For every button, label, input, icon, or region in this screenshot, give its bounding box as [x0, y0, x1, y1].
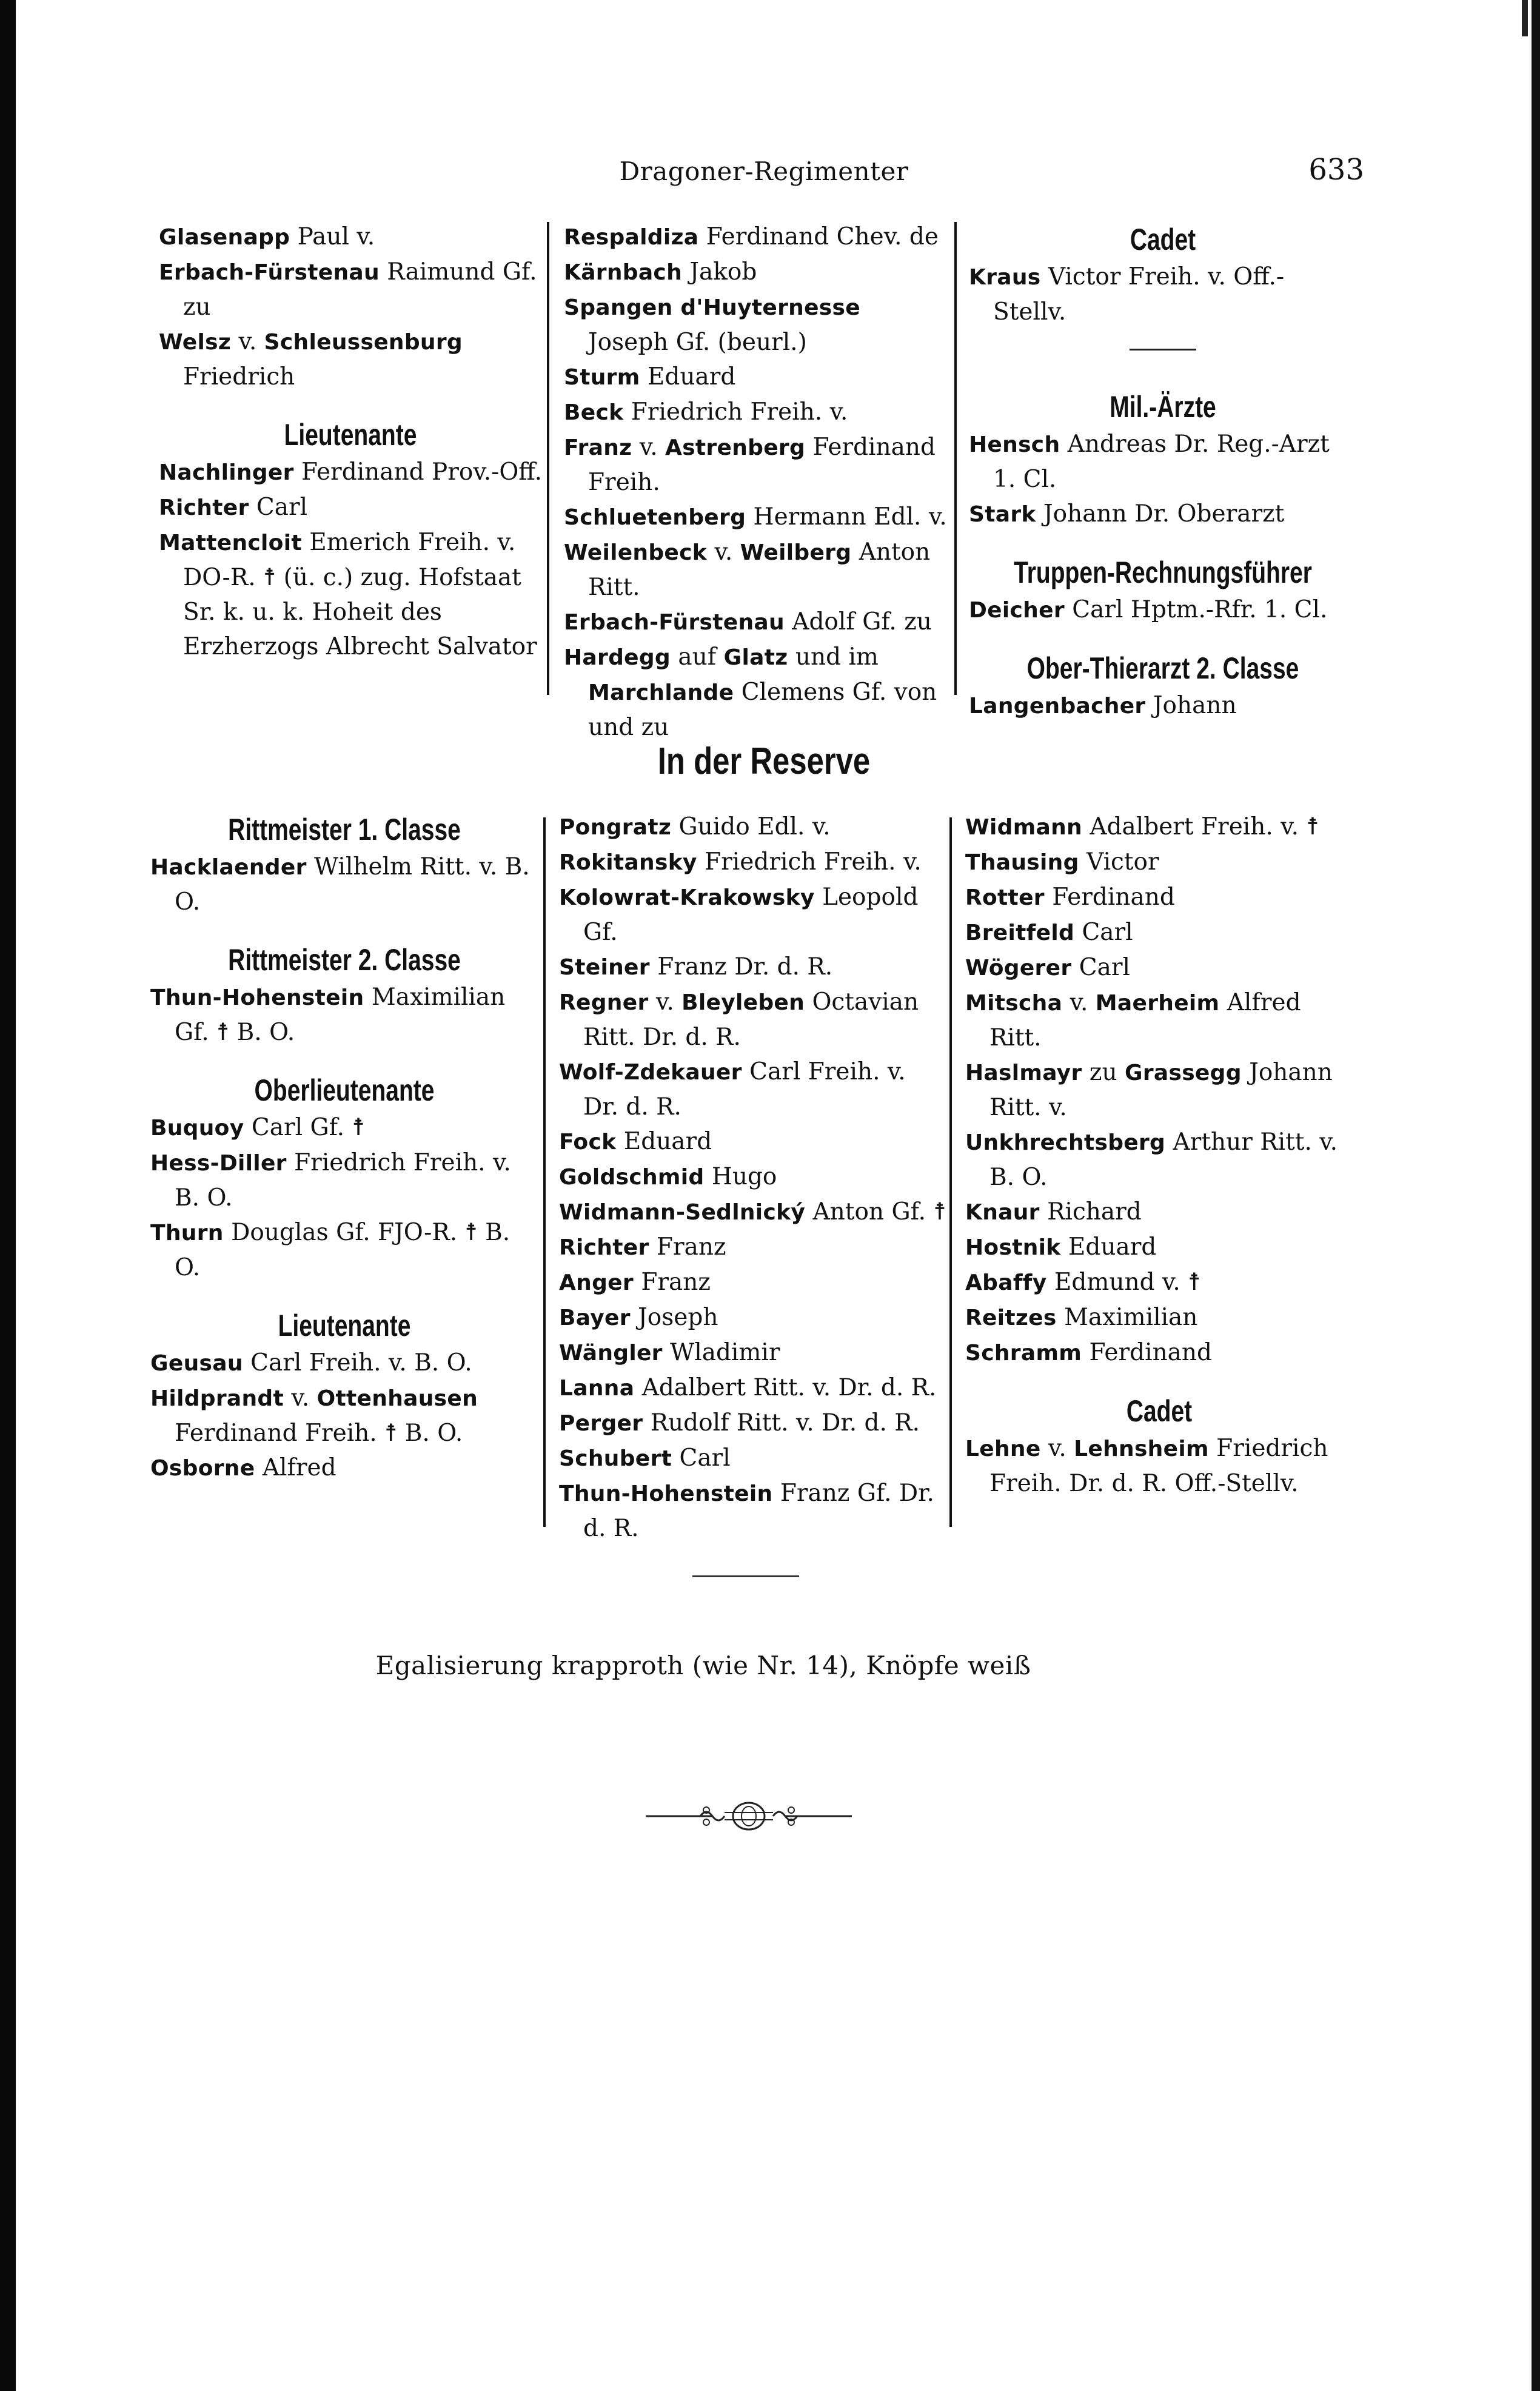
roster-entry — [150, 1450, 538, 1486]
entry-details: Eduard — [1060, 1233, 1157, 1261]
surname: Steiner — [559, 955, 650, 980]
rank-heading: Mil.-Ärzte — [1110, 390, 1216, 424]
entry-details: v. — [231, 328, 264, 355]
surname: Astrenberg — [665, 435, 806, 460]
entry-details: Adolf Gf. zu — [784, 608, 932, 635]
surname: Franz — [564, 435, 632, 460]
entry-details: und im — [788, 643, 879, 671]
roster-entry — [559, 1230, 947, 1265]
surname: Glasenapp — [159, 225, 290, 250]
roster-entry — [965, 1230, 1353, 1265]
surname: Spangen d'Huyternesse — [564, 295, 860, 320]
roster-entry — [150, 1110, 538, 1145]
entry-details: Ferdinand — [1082, 1339, 1213, 1366]
entry-details: zu — [1082, 1059, 1125, 1086]
surname: Rokitansky — [559, 850, 697, 875]
roster-entry — [559, 1195, 947, 1230]
entry-details: Franz — [633, 1269, 711, 1296]
roster-entry — [965, 1195, 1353, 1230]
roster-entry — [564, 535, 947, 605]
entry-details: Carl — [672, 1444, 731, 1472]
surname: Anger — [559, 1270, 634, 1295]
roster-entry — [969, 592, 1357, 628]
roster-entry — [559, 1159, 947, 1195]
entry-details: Johann Ritt. v. — [989, 1059, 1333, 1121]
entry-details: Raimund Gf. zu — [183, 258, 537, 321]
surname: Goldschmid — [559, 1165, 705, 1190]
rank-heading: Rittmeister 2. Classe — [228, 943, 461, 977]
roster-entry — [559, 1370, 947, 1406]
surname: Hildprandt — [150, 1386, 284, 1411]
entry-details: Eduard — [616, 1128, 712, 1155]
surname: Mattencloit — [159, 531, 302, 555]
surname: Geusau — [150, 1351, 243, 1376]
entry-details: Joseph Gf. (beurl.) — [588, 329, 807, 356]
spacer — [969, 366, 1357, 387]
surname: Abaffy — [965, 1270, 1047, 1295]
entry-details: v. — [1040, 1435, 1074, 1462]
surname: Weilenbeck — [564, 540, 708, 565]
entry-details: Rudolf Ritt. v. Dr. d. R. — [643, 1409, 920, 1437]
roster-entry — [159, 220, 542, 255]
uniform-note: Egalisierung krapproth (wie Nr. 14), Knöpfe weiß — [375, 1651, 1031, 1680]
surname: Hensch — [969, 432, 1060, 457]
entry-details: Friedrich Freih. Dr. d. R. Off.-Stellv. — [989, 1435, 1328, 1497]
roster-entry — [965, 1300, 1353, 1335]
rank-heading: Oberlieutenante — [254, 1073, 435, 1107]
entry-details: Carl Hptm.-Rfr. 1. Cl. — [1064, 596, 1328, 623]
surname: Breitfeld — [965, 921, 1075, 945]
section-separator — [692, 1575, 799, 1577]
surname: Schramm — [965, 1341, 1082, 1366]
roster-entry — [965, 915, 1353, 950]
scan-mark — [1522, 0, 1528, 36]
entry-details: Octavian Ritt. Dr. d. R. — [583, 988, 919, 1051]
roster-entry — [965, 810, 1353, 845]
roster-entry — [564, 500, 947, 535]
surname: Hardegg — [564, 645, 671, 670]
scan-border-left — [0, 0, 16, 2391]
top-column-1 — [159, 220, 542, 664]
surname: Kärnbach — [564, 260, 683, 285]
roster-entry — [965, 1055, 1353, 1125]
entry-details: Wilhelm Ritt. v. B. O. — [175, 853, 530, 916]
roster-entry — [564, 290, 947, 360]
spacer — [150, 1285, 538, 1306]
surname: Buquoy — [150, 1116, 244, 1141]
spacer — [965, 1370, 1353, 1391]
roster-entry — [564, 605, 947, 640]
surname: Deicher — [969, 598, 1065, 623]
surname: Regner — [559, 990, 649, 1015]
roster-entry — [559, 810, 947, 845]
entry-details: v. — [1062, 989, 1096, 1016]
surname: Lanna — [559, 1376, 635, 1401]
spacer — [150, 1050, 538, 1070]
entry-details: Eduard — [640, 363, 736, 391]
entry-details: Carl Freih. v. Dr. d. R. — [583, 1058, 906, 1121]
entry-details: Carl — [249, 494, 308, 521]
surname: Widmann — [965, 815, 1082, 840]
spacer — [969, 628, 1357, 648]
roster-entry — [159, 490, 542, 525]
roster-entry — [965, 1431, 1353, 1501]
entry-details: Friedrich Freih. v. B. O. — [175, 1149, 511, 1212]
entry-details: Adalbert Ritt. v. Dr. d. R. — [634, 1374, 937, 1401]
roster-entry — [559, 1124, 947, 1159]
entry-details: Franz — [649, 1233, 726, 1261]
entry-details: Friedrich — [183, 363, 295, 391]
surname: Schubert — [559, 1446, 672, 1471]
spacer — [150, 919, 538, 940]
roster-entry — [965, 1335, 1353, 1370]
roster-entry — [150, 1215, 538, 1285]
rank-heading: Ober-Thierarzt 2. Classe — [1026, 651, 1299, 685]
entry-details: Maximilian — [1056, 1304, 1198, 1331]
roster-entry — [559, 1335, 947, 1370]
surname: Thurn — [150, 1221, 224, 1246]
roster-entry — [969, 497, 1357, 532]
surname: Erbach-Fürstenau — [159, 260, 380, 285]
entry-details: Johann Dr. Oberarzt — [1036, 500, 1285, 528]
roster-entry — [969, 688, 1357, 723]
entry-details: Hugo — [704, 1163, 777, 1190]
entry-details: Adalbert Freih. v. ☨ — [1082, 813, 1319, 840]
surname: Knaur — [965, 1200, 1040, 1225]
column-divider — [949, 817, 952, 1527]
surname: Richter — [159, 495, 249, 520]
surname: Schluetenberg — [564, 505, 746, 530]
surname: Kolowrat-Krakowsky — [559, 885, 815, 910]
entry-details: Alfred — [255, 1454, 336, 1481]
rank-heading: Rittmeister 1. Classe — [228, 813, 461, 847]
roster-entry — [559, 1406, 947, 1441]
entry-details: auf — [671, 643, 724, 671]
entry-details: Maximilian Gf. ☨ B. O. — [175, 984, 506, 1046]
entry-details: Friedrich Freih. v. — [697, 848, 922, 876]
entry-details: Andreas Dr. Reg.-Arzt 1. Cl. — [993, 431, 1330, 493]
surname: Rotter — [965, 885, 1045, 910]
rank-heading: Truppen-Rechnungsführer — [1014, 555, 1312, 589]
surname: Wängler — [559, 1341, 663, 1366]
roster-entry — [559, 1441, 947, 1476]
entry-details: v. — [648, 988, 682, 1016]
ornament-icon — [640, 1792, 858, 1840]
entry-details: Ferdinand — [1044, 884, 1175, 911]
entry-details: Carl Gf. ☨ — [244, 1114, 365, 1141]
surname: Bayer — [559, 1306, 631, 1330]
roster-entry — [969, 260, 1357, 329]
roster-entry — [564, 430, 947, 500]
entry-details: Jakob — [682, 258, 757, 286]
entry-details: Richard — [1039, 1198, 1142, 1226]
roster-entry — [159, 255, 542, 324]
rank-heading: Cadet — [1126, 1394, 1193, 1428]
rank-heading: Lieutenante — [284, 418, 417, 452]
entry-details: v. — [632, 434, 666, 461]
entry-details: Carl Freih. v. B. O. — [243, 1349, 472, 1377]
surname: Wögerer — [965, 956, 1072, 981]
entry-details: Emerich Freih. v. DO-R. ☨ (ü. c.) zug. Hofstaat Sr. k. u. k. Hoheit des Erzherzogs Albrecht Salvator — [183, 529, 537, 660]
surname: Thun-Hohenstein — [559, 1481, 773, 1506]
roster-entry — [559, 985, 947, 1055]
rank-heading: Cadet — [1130, 223, 1196, 257]
roster-entry — [564, 640, 947, 745]
roster-entry — [965, 880, 1353, 915]
entry-details: Anton Gf. ☨ — [805, 1198, 946, 1226]
surname: Glatz — [723, 645, 788, 670]
entry-details: Joseph — [630, 1304, 718, 1331]
surname: Thausing — [965, 850, 1079, 875]
roster-entry — [965, 845, 1353, 880]
surname: Pongratz — [559, 815, 672, 840]
top-column-2 — [564, 220, 947, 745]
spacer — [159, 394, 542, 415]
roster-entry — [559, 880, 947, 950]
entry-details: Paul v. — [290, 223, 375, 250]
entry-details: Franz Dr. d. R. — [649, 953, 833, 981]
reserve-column-3 — [965, 810, 1353, 1501]
roster-entry — [965, 1265, 1353, 1300]
roster-entry — [150, 1346, 538, 1381]
roster-entry — [559, 845, 947, 880]
surname: Sturm — [564, 365, 640, 390]
entry-details: Johann — [1145, 692, 1237, 719]
roster-entry — [564, 255, 947, 290]
surname: Weilberg — [740, 540, 852, 565]
roster-entry — [564, 220, 947, 255]
surname: Lehne — [965, 1437, 1041, 1461]
surname: Perger — [559, 1411, 643, 1436]
running-head: Dragoner-Regimenter — [619, 156, 909, 186]
surname: Erbach-Fürstenau — [564, 610, 785, 635]
surname: Osborne — [150, 1456, 255, 1481]
surname: Hacklaender — [150, 855, 307, 880]
entry-details: Ferdinand Freih. ☨ B. O. — [175, 1420, 463, 1447]
roster-entry — [969, 427, 1357, 497]
entry-details: Wladimir — [662, 1339, 780, 1366]
surname: Langenbacher — [969, 694, 1146, 719]
surname: Thun-Hohenstein — [150, 985, 364, 1010]
roster-entry — [159, 324, 542, 394]
roster-entry — [564, 360, 947, 395]
top-column-3 — [969, 220, 1357, 723]
reserve-column-2 — [559, 810, 947, 1546]
entry-details: Ferdinand Freih. — [588, 434, 936, 496]
entry-details: v. — [707, 538, 740, 566]
surname: Nachlinger — [159, 460, 294, 485]
surname: Reitzes — [965, 1306, 1057, 1330]
entry-details: Guido Edl. v. — [671, 813, 831, 840]
surname: Unkhrechtsberg — [965, 1130, 1166, 1155]
entry-details: Arthur Ritt. v. B. O. — [989, 1128, 1338, 1191]
surname: Haslmayr — [965, 1061, 1082, 1085]
surname: Kraus — [969, 265, 1041, 290]
roster-entry — [965, 1125, 1353, 1195]
surname: Wolf-Zdekauer — [559, 1060, 742, 1085]
column-divider — [547, 222, 549, 695]
surname: Marchlande — [588, 680, 734, 705]
surname: Richter — [559, 1235, 649, 1260]
entry-details: Hermann Edl. v. — [746, 503, 947, 531]
surname: Ottenhausen — [316, 1386, 478, 1411]
entry-details: Victor — [1079, 848, 1159, 876]
surname: Schleussenburg — [264, 330, 463, 355]
surname: Beck — [564, 400, 624, 425]
page-number: 633 — [1308, 153, 1364, 187]
roster-entry — [559, 1300, 947, 1335]
roster-entry — [159, 455, 542, 490]
surname: Bleyleben — [681, 990, 805, 1015]
roster-entry — [559, 1476, 947, 1546]
entry-details: Anton Ritt. — [588, 538, 931, 601]
surname: Maerheim — [1095, 991, 1220, 1016]
short-divider — [1130, 349, 1196, 350]
rank-heading: Lieutenante — [278, 1309, 411, 1343]
entry-details: Leopold Gf. — [583, 884, 919, 946]
scan-border-right — [1532, 0, 1540, 2391]
roster-entry — [150, 850, 538, 919]
roster-entry — [965, 985, 1353, 1055]
entry-details: Friedrich Freih. v. — [623, 398, 848, 426]
entry-details: Clemens Gf. von und zu — [588, 679, 937, 741]
roster-entry — [564, 395, 947, 430]
surname: Widmann-Sedlnický — [559, 1200, 806, 1225]
surname: Welsz — [159, 330, 232, 355]
roster-entry — [159, 525, 542, 664]
surname: Grassegg — [1124, 1061, 1242, 1085]
surname: Respaldiza — [564, 225, 699, 250]
section-title-reserve: In der Reserve — [657, 740, 871, 782]
entry-details: Alfred Ritt. — [989, 989, 1301, 1051]
roster-entry — [559, 1055, 947, 1124]
surname: Hostnik — [965, 1235, 1061, 1260]
entry-details: Edmund v. ☨ — [1046, 1269, 1201, 1296]
surname: Hess-Diller — [150, 1151, 287, 1176]
entry-details: Douglas Gf. FJO-R. ☨ B. O. — [175, 1219, 511, 1281]
entry-details: v. — [284, 1384, 317, 1412]
roster-entry — [965, 950, 1353, 985]
surname: Lehnsheim — [1074, 1437, 1209, 1461]
entry-details: Ferdinand Prov.-Off. — [293, 458, 543, 486]
entry-details: Ferdinand Chev. de — [698, 223, 939, 250]
entry-details: Franz Gf. Dr. d. R. — [583, 1480, 934, 1542]
surname: Fock — [559, 1130, 617, 1155]
entry-details: Carl — [1071, 954, 1130, 981]
roster-entry — [559, 950, 947, 985]
column-divider — [954, 222, 957, 695]
spacer — [969, 532, 1357, 552]
surname: Stark — [969, 502, 1036, 527]
surname: Mitscha — [965, 991, 1063, 1016]
roster-entry — [150, 1145, 538, 1215]
roster-entry — [150, 980, 538, 1050]
column-divider — [543, 817, 546, 1527]
entry-details: Carl — [1074, 919, 1133, 946]
reserve-column-1 — [150, 810, 538, 1486]
entry-details: Victor Freih. v. Off.-Stellv. — [993, 263, 1285, 326]
roster-entry — [559, 1265, 947, 1300]
roster-entry — [150, 1381, 538, 1450]
